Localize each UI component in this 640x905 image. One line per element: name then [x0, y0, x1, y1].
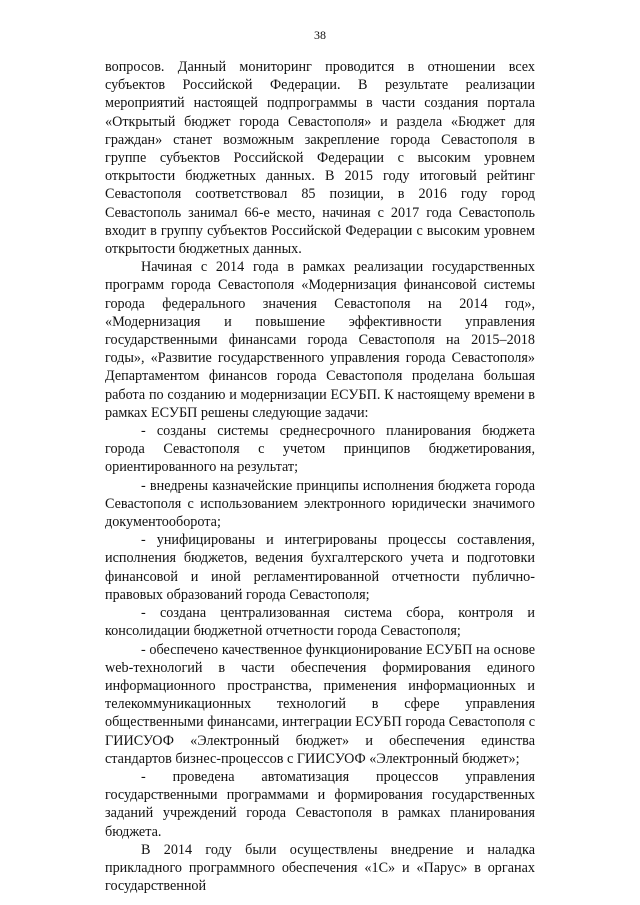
list-item-web-technologies: - обеспечено качественное функционирование ЕСУБП на основе web-технологий в части обеспечения формирования единого информационного пространства, применения информационных и телекоммуникационных технологий в сфере управления общественными финансами, интеграции ЕСУБП города Севастополя с ГИИСУОФ «Электронный бюджет» и обеспечения единства стандартов бизнес-процессов с ГИИСУОФ «Электронный бюджет»;: [105, 641, 535, 767]
list-item-treasury: - внедрены казначейские принципы исполнения бюджета города Севастополя с использованием электронного юридически значимого документооборота;: [105, 477, 535, 531]
paragraph-software-2014: В 2014 году были осуществлены внедрение и наладка прикладного программного обеспечения «1С» и «Парус» в органах государственной: [105, 841, 535, 895]
list-item-reporting: - создана централизованная система сбора, контроля и консолидации бюджетной отчетности города Севастополя;: [105, 605, 535, 640]
list-item-automation: - проведена автоматизация процессов управления государственными программами и формирования государственных заданий учреждений города Севастополя в рамках планирования бюджета.: [105, 768, 535, 840]
paragraph-monitoring: вопросов. Данный мониторинг проводится в отношении всех субъектов Российской Федерации. В результате реализации мероприятий настоящей подпрограммы в части создания портала «Открытый бюджет города Севастополя» и раздела «Бюджет для граждан» станет возможным закрепление города Севастополя в группе субъектов Российской Федерации с высоким уровнем открытости бюджетных данных. В 2015 году итоговый рейтинг Севастополя соответствовал 85 позиции, в 2016 году город Севастополь занимал 66-е место, начиная с 2017 года Севастополь входит в группу субъектов Российской Федерации с высоким уровнем открытости бюджетных данных.: [105, 59, 535, 258]
list-item-unification: - унифицированы и интегрированы процессы составления, исполнения бюджетов, ведения бухгалтерского учета и подготовки финансовой и иной регламентированной отчетности публично-правовых образований города Севастополя;: [105, 532, 535, 603]
list-item-planning: - созданы системы среднесрочного планирования бюджета города Севастополя с учетом принципов бюджетирования, ориентированного на результат;: [105, 423, 535, 476]
paragraph-esubp-intro: Начиная с 2014 года в рамках реализации государственных программ города Севастополя «Модернизация финансовой системы города федерального значения Севастополя на 2014 год», «Модернизация и повышение эффективности управления государственными финансами города Севастополя на 2015–2018 годы», «Развитие государственного управления города Севастополя» Департаментом финансов города Севастополя проделана большая работа по созданию и модернизации ЕСУБП. К настоящему времени в рамках ЕСУБП решены следующие задачи:: [105, 259, 535, 421]
document-body: [105, 58, 535, 895]
page-number: 38: [314, 28, 326, 42]
